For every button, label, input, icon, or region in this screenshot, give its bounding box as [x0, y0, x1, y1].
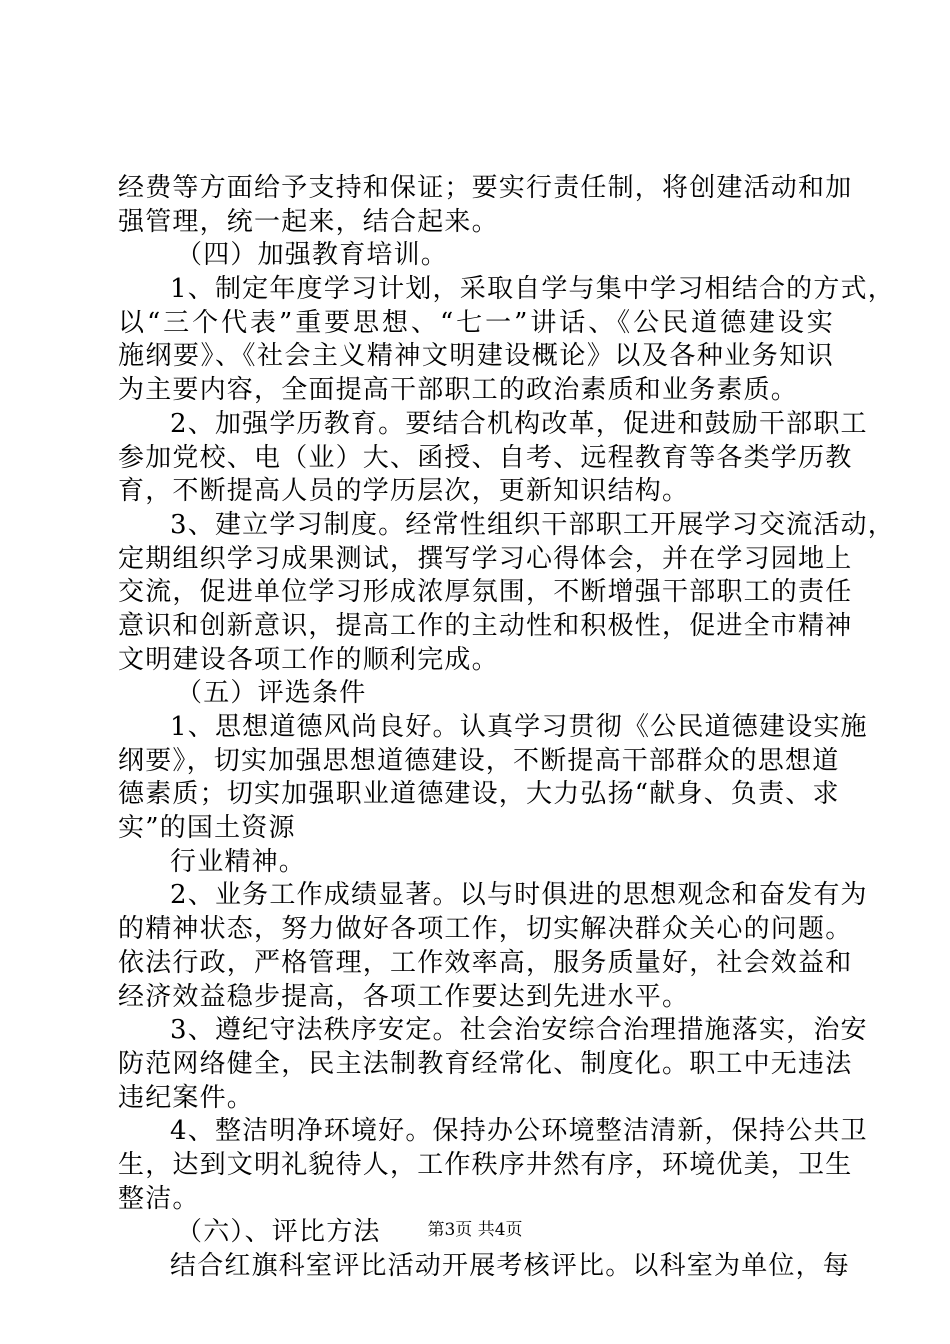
text-line: 交流，促进单位学习形成浓厚氛围，不断增强干部职工的责任 [118, 577, 853, 608]
text-line: 实”的国土资源 [118, 813, 296, 844]
section-heading: （四）加强教育培训。 [176, 240, 449, 271]
body-text [118, 172, 895, 1284]
text-line: 生，达到文明礼貌待人，工作秩序井然有序，环境优美，卫生 [118, 1149, 853, 1180]
section-heading: （五）评选条件 [176, 678, 367, 709]
text-line: 3、遵纪守法秩序安定。社会治安综合治理措施落实，治安 [170, 1015, 868, 1046]
text-line: 行业精神。 [170, 846, 307, 877]
text-line: 定期组织学习成果测试，撰写学习心得体会，并在学习园地上 [118, 543, 853, 574]
text-line: 文明建设各项工作的顺利完成。 [118, 644, 499, 675]
text-line: 意识和创新意识，提高工作的主动性和积极性，促进全市精神 [118, 610, 853, 641]
text-line: 依法行政，严格管理，工作效率高，服务质量好，社会效益和 [118, 947, 853, 978]
text-line: 违纪案件。 [118, 1082, 255, 1113]
text-line: 以“三个代表”重要思想、“七一”讲话、《公民道德建设实 [118, 307, 834, 338]
text-line: 结合红旗科室评比活动开展考核评比。以科室为单位，每 [170, 1251, 851, 1281]
section-heading: （六）、评比方法 [176, 1217, 381, 1248]
text-line: 的精神状态，努力做好各项工作，切实解决群众关心的问题。 [118, 914, 853, 945]
text-line: 纲要》，切实加强思想道德建设，不断提高干部群众的思想道 [118, 745, 840, 776]
text-line: 1、思想道德风尚良好。认真学习贯彻《公民道德建设实施 [170, 712, 868, 742]
text-line: 3、建立学习制度。经常性组织干部职工开展学习交流活动， [170, 509, 895, 540]
text-line: 施纲要》、《社会主义精神文明建设概论》以及各种业务知识 [118, 341, 834, 372]
text-line: 整洁。 [118, 1183, 200, 1214]
text-line: 2、加强学历教育。要结合机构改革，促进和鼓励干部职工 [170, 408, 868, 439]
text-line: 参加党校、电（业）大、函授、自考、远程教育等各类学历教 [118, 442, 853, 473]
text-line: 为主要内容，全面提高干部职工的政治素质和业务素质。 [118, 375, 799, 406]
text-line: 育，不断提高人员的学历层次，更新知识结构。 [118, 476, 690, 507]
text-line: 1、制定年度学习计划，采取自学与集中学习相结合的方式， [170, 274, 895, 305]
text-line: 2、业务工作成绩显著。以与时俱进的思想观念和奋发有为 [170, 880, 868, 911]
page-number-footer: 第3页 共4页 [427, 1220, 523, 1240]
text-line: 经济效益稳步提高，各项工作要达到先进水平。 [118, 981, 690, 1012]
text-line: 经费等方面给予支持和保证；要实行责任制，将创建活动和加 [118, 173, 853, 203]
text-line: 强管理，统一起来，结合起来。 [118, 206, 499, 237]
text-line: 防范网络健全，民主法制教育经常化、制度化。职工中无违法 [118, 1048, 853, 1079]
text-line: 4、整洁明净环境好。保持办公环境整洁清新，保持公共卫 [170, 1116, 868, 1147]
text-line: 德素质；切实加强职业道德建设，大力弘扬“献身、负责、求 [118, 779, 840, 810]
